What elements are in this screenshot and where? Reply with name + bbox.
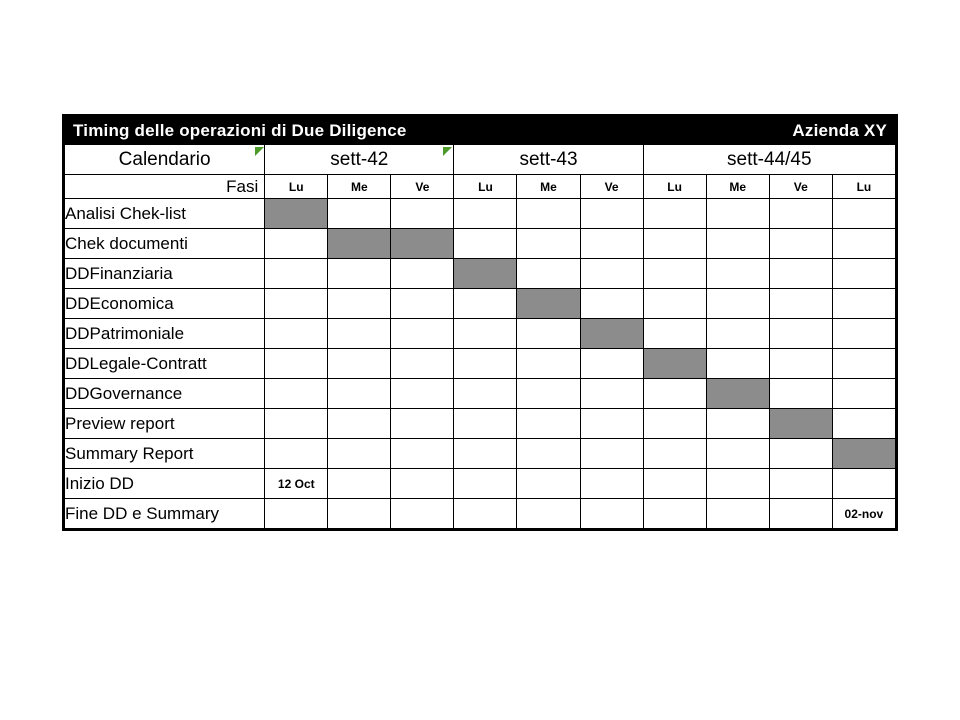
- gantt-empty-cell: [580, 499, 643, 529]
- gantt-empty-cell: [643, 289, 706, 319]
- table-row: [65, 349, 896, 379]
- task-label: Analisi Chek-list: [65, 199, 265, 229]
- gantt-empty-cell: [580, 259, 643, 289]
- gantt-empty-cell: [706, 259, 769, 289]
- gantt-empty-cell: [454, 229, 517, 259]
- gantt-empty-cell: [517, 499, 580, 529]
- gantt-empty-cell: [454, 499, 517, 529]
- task-label: Inizio DD: [65, 469, 265, 499]
- gantt-empty-cell: [769, 439, 832, 469]
- task-label: DDPatrimoniale: [65, 319, 265, 349]
- gantt-empty-cell: [580, 289, 643, 319]
- gantt-empty-cell: [706, 229, 769, 259]
- table-row: [65, 319, 896, 349]
- task-label: Chek documenti: [65, 229, 265, 259]
- gantt-empty-cell: [517, 229, 580, 259]
- week-marker-icon: [255, 147, 264, 156]
- gantt-empty-cell: [643, 439, 706, 469]
- gantt-empty-cell: [643, 319, 706, 349]
- phases-column-header: Fasi: [65, 175, 265, 199]
- gantt-empty-cell: [580, 229, 643, 259]
- gantt-empty-cell: [328, 409, 391, 439]
- gantt-empty-cell: [769, 499, 832, 529]
- task-label: DDFinanziaria: [65, 259, 265, 289]
- gantt-empty-cell: [706, 439, 769, 469]
- gantt-bar-cell: [643, 349, 706, 379]
- gantt-empty-cell: [391, 199, 454, 229]
- milestone-label: 02-nov: [832, 499, 895, 529]
- gantt-empty-cell: [832, 469, 895, 499]
- gantt-empty-cell: [580, 379, 643, 409]
- gantt-empty-cell: [769, 319, 832, 349]
- gantt-empty-cell: [832, 199, 895, 229]
- gantt-empty-cell: [580, 349, 643, 379]
- gantt-empty-cell: [391, 319, 454, 349]
- gantt-empty-cell: [832, 259, 895, 289]
- task-label: DDGovernance: [65, 379, 265, 409]
- gantt-empty-cell: [643, 259, 706, 289]
- gantt-empty-cell: [328, 259, 391, 289]
- table-row: [65, 379, 896, 409]
- table-row: [65, 259, 896, 289]
- day-header-cell: Lu: [832, 175, 895, 199]
- gantt-empty-cell: [643, 499, 706, 529]
- table-row: [65, 439, 896, 469]
- gantt-empty-cell: [832, 229, 895, 259]
- gantt-empty-cell: [706, 349, 769, 379]
- gantt-empty-cell: [328, 469, 391, 499]
- gantt-empty-cell: [832, 289, 895, 319]
- gantt-empty-cell: [517, 259, 580, 289]
- gantt-empty-cell: [265, 409, 328, 439]
- gantt-empty-cell: [580, 439, 643, 469]
- gantt-empty-cell: [454, 469, 517, 499]
- gantt-empty-cell: [328, 289, 391, 319]
- task-label: DDEconomica: [65, 289, 265, 319]
- gantt-empty-cell: [769, 229, 832, 259]
- gantt-empty-cell: [580, 469, 643, 499]
- gantt-empty-cell: [391, 409, 454, 439]
- gantt-empty-cell: [643, 409, 706, 439]
- day-header-cell: Lu: [265, 175, 328, 199]
- task-label: DDLegale-Contratt: [65, 349, 265, 379]
- gantt-empty-cell: [328, 439, 391, 469]
- gantt-empty-cell: [454, 439, 517, 469]
- week-group-label: sett-43: [454, 145, 643, 175]
- chart-title-row: [65, 117, 896, 145]
- gantt-empty-cell: [643, 229, 706, 259]
- gantt-empty-cell: [580, 199, 643, 229]
- gantt-bar-cell: [454, 259, 517, 289]
- day-header-cell: Me: [328, 175, 391, 199]
- gantt-empty-cell: [706, 409, 769, 439]
- gantt-bar-cell: [580, 319, 643, 349]
- gantt-empty-cell: [643, 199, 706, 229]
- gantt-empty-cell: [454, 319, 517, 349]
- day-header-cell: Me: [706, 175, 769, 199]
- gantt-empty-cell: [265, 379, 328, 409]
- chart-company-name: Azienda XY: [792, 120, 887, 140]
- gantt-empty-cell: [454, 409, 517, 439]
- gantt-empty-cell: [832, 349, 895, 379]
- gantt-bar-cell: [391, 229, 454, 259]
- gantt-empty-cell: [328, 379, 391, 409]
- week-group-label: sett-44/45: [643, 145, 895, 175]
- day-header-cell: Lu: [643, 175, 706, 199]
- task-label: Preview report: [65, 409, 265, 439]
- gantt-empty-cell: [328, 319, 391, 349]
- table-row: [65, 499, 896, 529]
- gantt-empty-cell: [265, 319, 328, 349]
- gantt-empty-cell: [265, 349, 328, 379]
- day-header-cell: Lu: [454, 175, 517, 199]
- gantt-empty-cell: [769, 199, 832, 229]
- chart-title: Timing delle operazioni di Due Diligence: [73, 120, 407, 140]
- calendar-label: Calendario: [65, 145, 265, 175]
- gantt-empty-cell: [769, 289, 832, 319]
- gantt-empty-cell: [328, 499, 391, 529]
- gantt-empty-cell: [265, 499, 328, 529]
- gantt-empty-cell: [769, 379, 832, 409]
- day-header-cell: Ve: [769, 175, 832, 199]
- gantt-empty-cell: [265, 289, 328, 319]
- gantt-empty-cell: [265, 229, 328, 259]
- gantt-empty-cell: [265, 259, 328, 289]
- gantt-empty-cell: [706, 199, 769, 229]
- gantt-empty-cell: [391, 439, 454, 469]
- gantt-empty-cell: [517, 319, 580, 349]
- table-row: [65, 289, 896, 319]
- table-row: [65, 229, 896, 259]
- gantt-empty-cell: [517, 469, 580, 499]
- gantt-empty-cell: [454, 349, 517, 379]
- table-row: [65, 409, 896, 439]
- day-header-row: [65, 175, 896, 199]
- gantt-bar-cell: [832, 439, 895, 469]
- gantt-empty-cell: [328, 349, 391, 379]
- gantt-empty-cell: [517, 439, 580, 469]
- table-row: [65, 469, 896, 499]
- task-label: Fine DD e Summary: [65, 499, 265, 529]
- day-header-cell: Ve: [391, 175, 454, 199]
- day-header-cell: Ve: [580, 175, 643, 199]
- gantt-empty-cell: [769, 469, 832, 499]
- gantt-empty-cell: [706, 319, 769, 349]
- gantt-empty-cell: [391, 259, 454, 289]
- gantt-empty-cell: [391, 469, 454, 499]
- gantt-empty-cell: [391, 289, 454, 319]
- gantt-empty-cell: [832, 379, 895, 409]
- gantt-empty-cell: [706, 499, 769, 529]
- gantt-empty-cell: [454, 379, 517, 409]
- gantt-empty-cell: [454, 199, 517, 229]
- task-label: Summary Report: [65, 439, 265, 469]
- table-row: [65, 199, 896, 229]
- gantt-empty-cell: [769, 349, 832, 379]
- gantt-empty-cell: [391, 349, 454, 379]
- milestone-label: 12 Oct: [265, 469, 328, 499]
- day-header-cell: Me: [517, 175, 580, 199]
- week-group-label: sett-42: [265, 145, 454, 175]
- gantt-empty-cell: [832, 319, 895, 349]
- gantt-bar-cell: [706, 379, 769, 409]
- gantt-empty-cell: [643, 379, 706, 409]
- gantt-empty-cell: [391, 379, 454, 409]
- gantt-empty-cell: [706, 289, 769, 319]
- gantt-empty-cell: [643, 469, 706, 499]
- calendar-row: [65, 145, 896, 175]
- gantt-empty-cell: [832, 409, 895, 439]
- gantt-empty-cell: [454, 289, 517, 319]
- gantt-empty-cell: [517, 379, 580, 409]
- gantt-empty-cell: [328, 199, 391, 229]
- gantt-empty-cell: [265, 439, 328, 469]
- gantt-empty-cell: [517, 349, 580, 379]
- gantt-empty-cell: [391, 499, 454, 529]
- gantt-bar-cell: [265, 199, 328, 229]
- gantt-empty-cell: [580, 409, 643, 439]
- gantt-empty-cell: [769, 259, 832, 289]
- gantt-bar-cell: [517, 289, 580, 319]
- gantt-empty-cell: [517, 199, 580, 229]
- gantt-empty-cell: [706, 469, 769, 499]
- gantt-table: [64, 116, 896, 529]
- gantt-bar-cell: [328, 229, 391, 259]
- chart-title-cell: [65, 117, 896, 145]
- week-marker-icon: [443, 147, 452, 156]
- gantt-empty-cell: [517, 409, 580, 439]
- gantt-bar-cell: [769, 409, 832, 439]
- gantt-chart: [62, 114, 898, 531]
